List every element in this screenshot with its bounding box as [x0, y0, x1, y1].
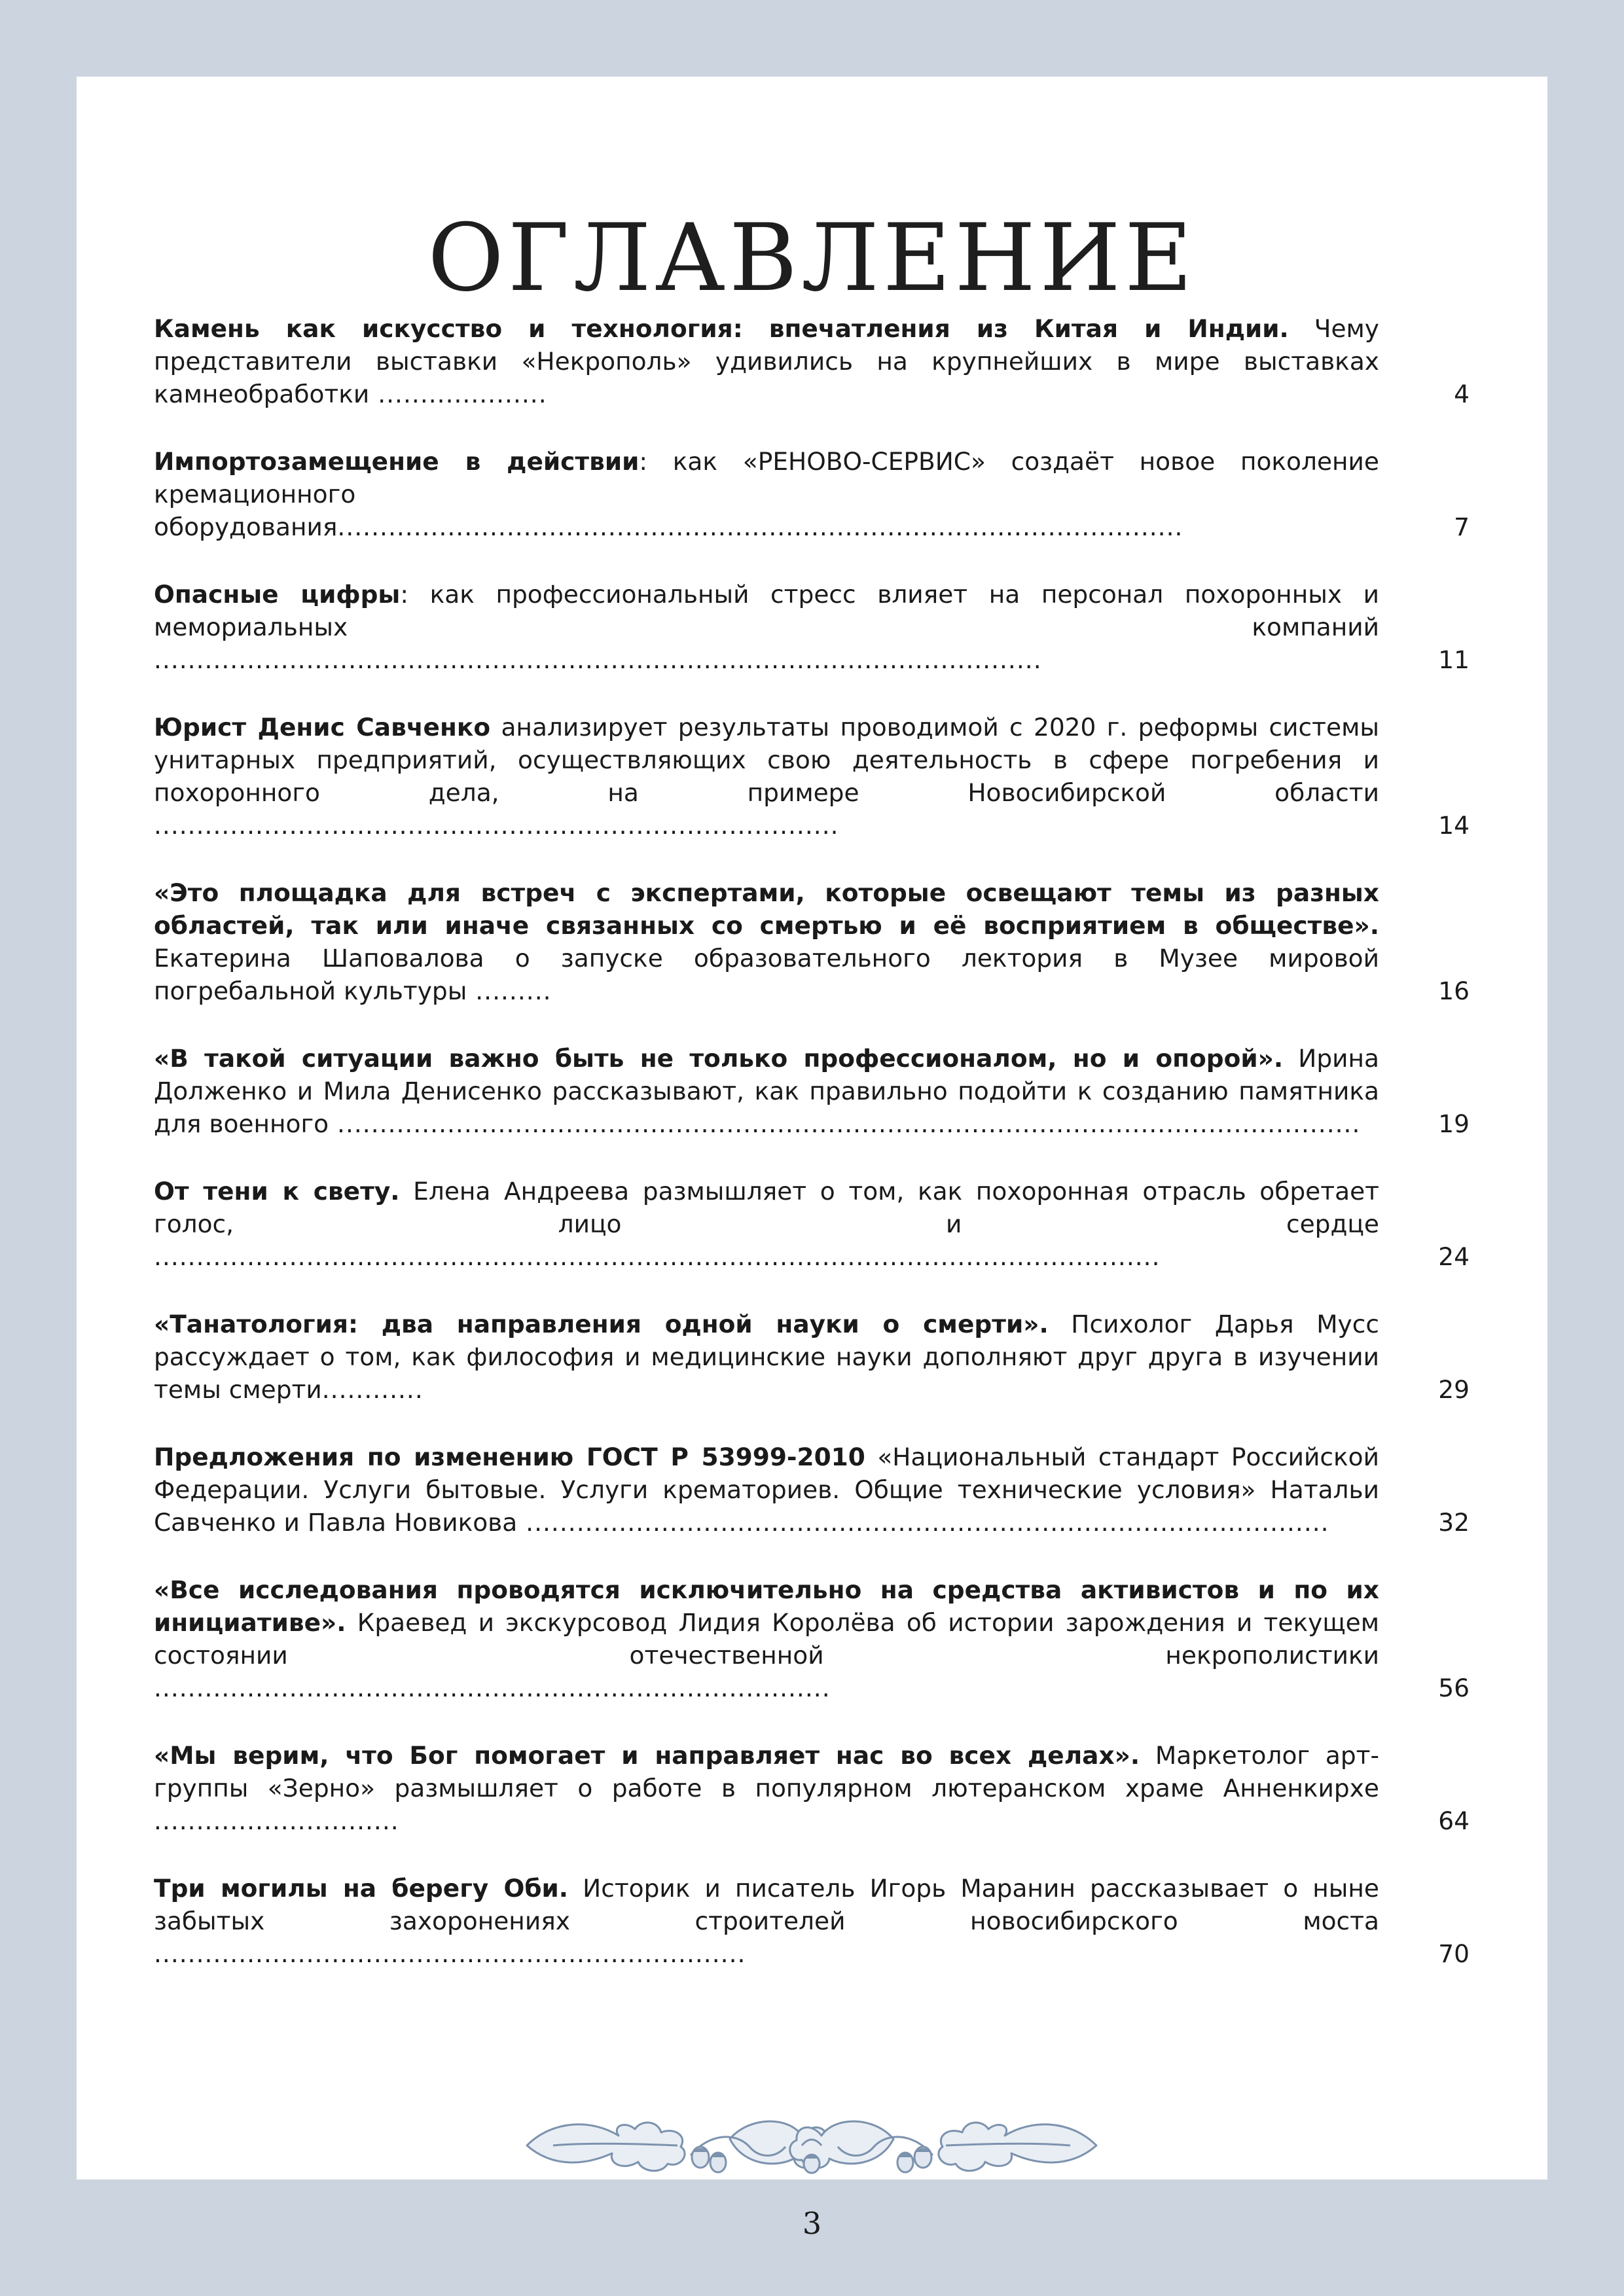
- toc-entry-description: анализирует результаты проводимой с 2020 г. реформы системы унитарных предприятий, осуществляющих свою деятельность в сфере погребения и похоронного дела, на примере Новосибирской области: [154, 713, 1379, 807]
- toc-entry-page: 70: [1438, 1939, 1470, 1968]
- toc-entry-page: 11: [1438, 645, 1470, 674]
- toc-entry-text: [154, 1308, 1379, 1406]
- oak-leaf-acorn-ornament-icon: [514, 2106, 1110, 2185]
- toc-entry-page: 64: [1438, 1806, 1470, 1835]
- toc-entry[interactable]: [154, 1872, 1470, 1970]
- toc-entry-page: 19: [1438, 1109, 1470, 1138]
- toc-entry-headline: «Мы верим, что Бог помогает и направляет нас во всех делах».: [154, 1741, 1140, 1770]
- toc-entry[interactable]: [154, 1573, 1470, 1704]
- toc-entry-leader: .........................................................................................................: [154, 645, 1042, 674]
- toc-entry-description: : как «РЕНОВО-СЕРВИС» создаёт новое поколение кремационного оборудования: [154, 447, 1380, 541]
- toc-entry-leader: ............: [321, 1375, 424, 1404]
- toc-entry[interactable]: [154, 445, 1470, 543]
- toc-entry-headline: Три могилы на берегу Оби.: [154, 1874, 569, 1903]
- toc-entry-description: Краевед и экскурсовод Лидия Королёва об истории зарождения и текущем состоянии отечественной некрополистики: [154, 1608, 1379, 1670]
- toc-entry-description: «Национальный стандарт Российской Федерации. Услуги бытовые. Услуги крематориев. Общие технические условия» Натальи Савченко и Павла Новикова: [154, 1443, 1379, 1537]
- toc-entry-page: 29: [1438, 1375, 1470, 1404]
- toc-entry-text: [154, 1739, 1379, 1837]
- toc-entry-headline: Предложения по изменению ГОСТ Р 53999-2010: [154, 1443, 865, 1471]
- toc-entry-page: 14: [1438, 811, 1470, 840]
- toc-entry-leader: .............................: [154, 1806, 399, 1835]
- toc-entry-text: [154, 711, 1379, 842]
- toc-entry-leader: ....................: [369, 380, 547, 408]
- toc-entry-page: 24: [1438, 1242, 1470, 1271]
- toc-entry-text: [154, 876, 1379, 1007]
- toc-entry[interactable]: [154, 876, 1470, 1007]
- page-sheet: [77, 77, 1547, 2179]
- toc-entry-headline: Импортозамещение в действии: [154, 447, 640, 476]
- toc-entry[interactable]: [154, 1175, 1470, 1273]
- toc-entry[interactable]: [154, 312, 1470, 410]
- toc-entry-page: 4: [1454, 380, 1470, 408]
- toc-entry-text: [154, 1872, 1379, 1970]
- toc-entry-description: Маркетолог арт-группы «Зерно» размышляет о работе в популярном лютеранском храме Анненкирхе: [154, 1741, 1379, 1803]
- toc-entry-headline: «Это площадка для встреч с экспертами, которые освещают темы из разных областей, так или иначе связанных со смертью и её восприятием в обществе».: [154, 878, 1379, 940]
- toc-entry[interactable]: [154, 711, 1470, 842]
- page-number: 3: [802, 2206, 822, 2241]
- toc-entry[interactable]: [154, 1739, 1470, 1837]
- toc-entry-headline: От тени к свету.: [154, 1177, 400, 1206]
- toc-entry-description: Психолог Дарья Мусс рассуждает о том, как философия и медицинские науки дополняют друг друга в изучении темы смерти: [154, 1310, 1379, 1404]
- toc-entry-description: Екатерина Шаповалова о запуске образовательного лектория в Музее мировой погребальной культуры: [154, 944, 1379, 1005]
- toc-entry-headline: «В такой ситуации важно быть не только профессионалом, но и опорой».: [154, 1044, 1284, 1073]
- toc-entry-page: 56: [1438, 1674, 1470, 1702]
- toc-entry-leader: .........: [467, 977, 552, 1005]
- toc-entry[interactable]: [154, 1441, 1470, 1539]
- toc-entry-leader: ......................................................................: [154, 1939, 746, 1968]
- toc-entry-text: [154, 1042, 1379, 1140]
- toc-entry-text: [154, 445, 1379, 543]
- toc-entry-description: Историк и писатель Игорь Маранин рассказывает о ныне забытых захоронениях строителей новосибирского моста: [154, 1874, 1380, 1935]
- toc-entry-headline: Камень как искусство и технология: впечатления из Китая и Индии.: [154, 314, 1289, 343]
- toc-entry[interactable]: [154, 1042, 1470, 1140]
- toc-entry-text: [154, 1441, 1379, 1539]
- toc-entry-description: Чему представители выставки «Некрополь» удивились на крупнейших в мире выставках камнеобработки: [154, 314, 1380, 408]
- toc-entry-description: Ирина Долженко и Мила Денисенко рассказывают, как правильно подойти к созданию памятника для военного: [154, 1044, 1379, 1138]
- toc-entry-text: [154, 312, 1379, 410]
- toc-entry-headline: «Все исследования проводятся исключительно на средства активистов и по их инициативе».: [154, 1575, 1379, 1637]
- toc-entry-headline: Юрист Денис Савченко: [154, 713, 491, 742]
- toc-entry-leader: .........................................................................................................................: [329, 1109, 1361, 1138]
- toc-entry-headline: «Танатология: два направления одной науки о смерти».: [154, 1310, 1049, 1338]
- toc-list: [154, 312, 1470, 2005]
- toc-entry-leader: .................................................................................: [154, 811, 839, 840]
- toc-entry-page: 32: [1438, 1508, 1470, 1537]
- toc-entry-page: 16: [1438, 977, 1470, 1005]
- page-title: ОГЛАВЛЕНИЕ: [427, 204, 1197, 312]
- toc-entry-leader: ................................................................................: [154, 1674, 831, 1702]
- toc-entry-leader: ...............................................................................................: [517, 1508, 1329, 1537]
- toc-entry-leader: ....................................................................................................: [337, 512, 1183, 541]
- toc-entry-text: [154, 1573, 1379, 1704]
- toc-entry[interactable]: [154, 1308, 1470, 1406]
- toc-entry-page: 7: [1454, 512, 1470, 541]
- toc-entry-description: : как профессиональный стресс влияет на персонал похоронных и мемориальных компаний: [154, 580, 1379, 641]
- toc-entry-description: Елена Андреева размышляет о том, как похоронная отрасль обретает голос, лицо и сердце: [154, 1177, 1379, 1238]
- toc-entry[interactable]: [154, 578, 1470, 676]
- toc-entry-leader: .......................................................................................................................: [154, 1242, 1161, 1271]
- toc-entry-headline: Опасные цифры: [154, 580, 401, 609]
- toc-entry-text: [154, 578, 1379, 676]
- toc-entry-text: [154, 1175, 1379, 1273]
